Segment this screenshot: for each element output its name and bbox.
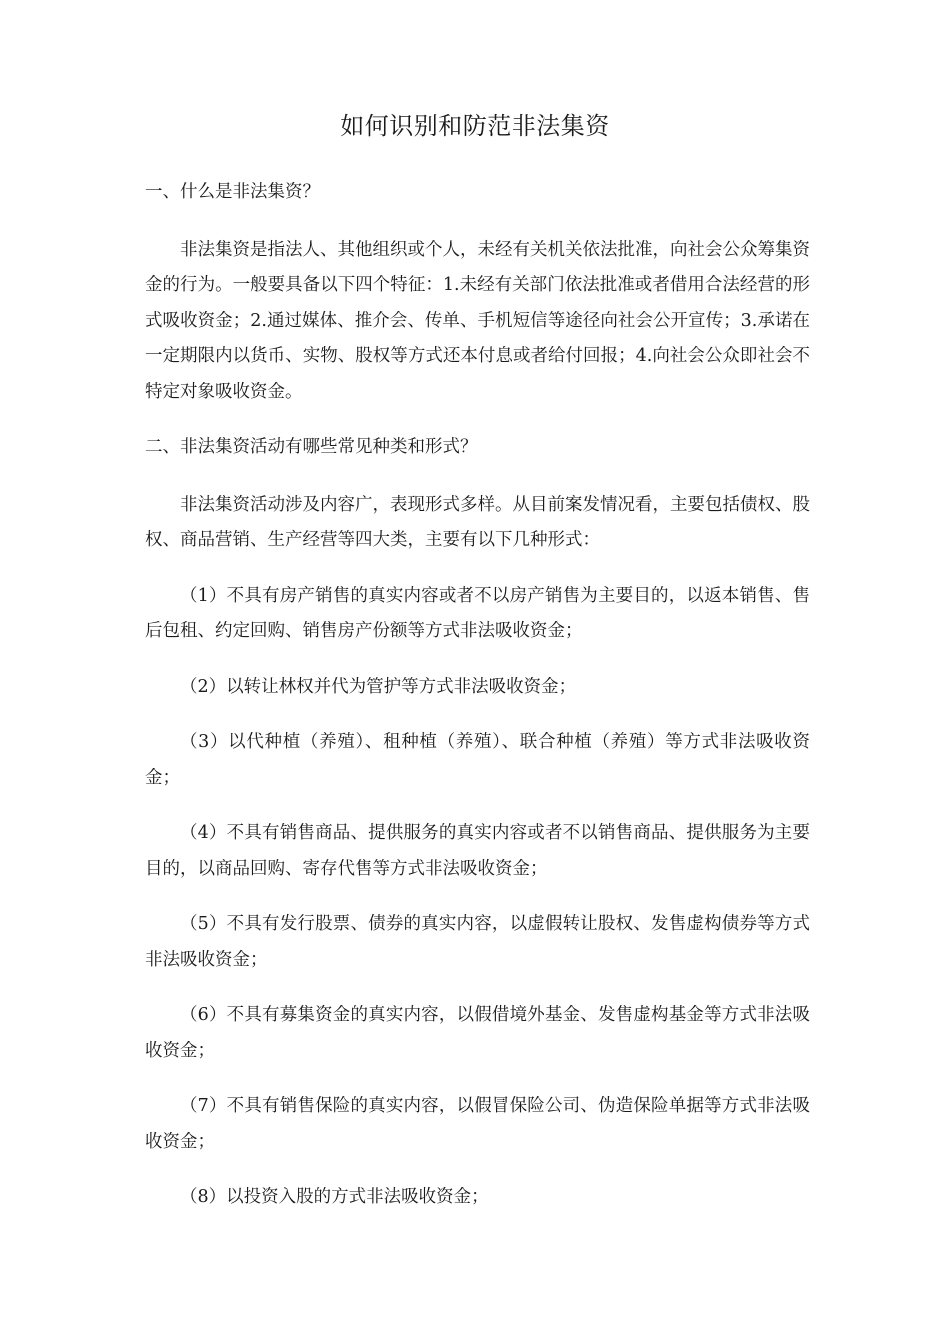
list-item: （5）不具有发行股票、债券的真实内容，以虚假转让股权、发售虚构债券等方式非法吸收资金； xyxy=(145,914,810,970)
section-1-paragraph: 非法集资是指法人、其他组织或个人，未经有关机关依法批准，向社会公众筹集资金的行为。一般要具备以下四个特征：1.未经有关部门依法批准或者借用合法经营的形式吸收资金；2.通过媒体、推介会、传单、手机短信等途径向社会公开宣传；3.承诺在一定期限内以货币、实物、股权等方式还本付息或者给付回报；4.向社会公众即社会不特定对象吸收资金。 xyxy=(145,239,810,402)
section-2-paragraph: 非法集资活动涉及内容广，表现形式多样。从目前案发情况看，主要包括债权、股权、商品营销、生产经营等四大类，主要有以下几种形式： xyxy=(145,494,810,550)
document-title: 如何识别和防范非法集资 xyxy=(340,112,610,140)
list-item: （8）以投资入股的方式非法吸收资金； xyxy=(180,1187,489,1207)
section-1-heading: 一、什么是非法集资？ xyxy=(145,182,320,202)
list-item: （2）以转让林权并代为管护等方式非法吸收资金； xyxy=(180,676,577,697)
section-2-heading: 二、非法集资活动有哪些常见种类和形式？ xyxy=(145,437,478,457)
list-item: （6）不具有募集资金的真实内容，以假借境外基金、发售虚构基金等方式非法吸收资金； xyxy=(145,1005,810,1061)
list-item: （4）不具有销售商品、提供服务的真实内容或者不以销售商品、提供服务为主要目的，以商品回购、寄存代售等方式非法吸收资金； xyxy=(145,823,810,879)
list-item: （7）不具有销售保险的真实内容，以假冒保险公司、伪造保险单据等方式非法吸收资金； xyxy=(145,1096,810,1152)
list-item: （3）以代种植（养殖）、租种植（养殖）、联合种植（养殖）等方式非法吸收资金； xyxy=(145,732,810,788)
document-body xyxy=(145,175,810,1236)
list-item: （1）不具有房产销售的真实内容或者不以房产销售为主要目的，以返本销售、售后包租、约定回购、销售房产份额等方式非法吸收资金； xyxy=(145,585,810,641)
